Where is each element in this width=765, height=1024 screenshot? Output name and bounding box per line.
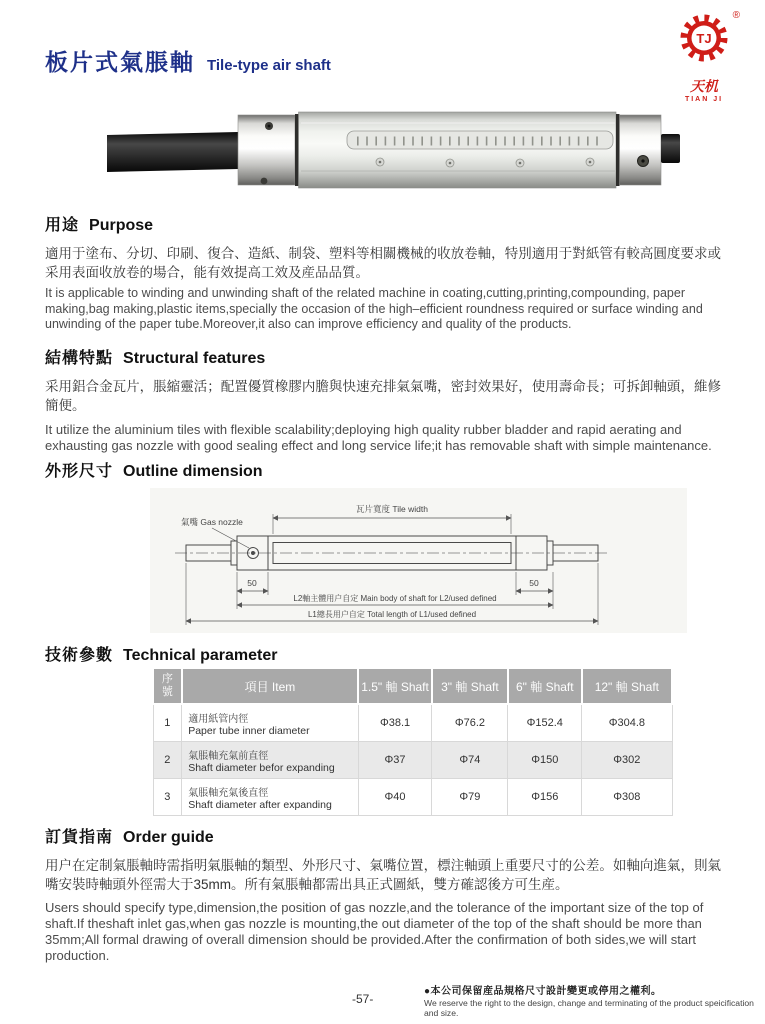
outline-heading-en: Outline dimension bbox=[123, 463, 263, 480]
col-shaft-3: 3" 軸 Shaft bbox=[432, 668, 508, 704]
product-photo bbox=[85, 101, 700, 196]
section-parameters bbox=[45, 642, 721, 665]
row-item: 氣脹軸充氣後直徑 Shaft diameter after expanding bbox=[182, 779, 358, 816]
value-cell: Φ150 bbox=[508, 742, 582, 779]
footer-note-en: We reserve the right to the design, change and terminating of the product speicification and size. bbox=[424, 998, 754, 1018]
col-item: 項目 Item bbox=[182, 668, 358, 704]
brand-logo bbox=[666, 12, 742, 103]
label-50-right: 50 bbox=[529, 578, 539, 588]
value-cell: Φ76.2 bbox=[432, 704, 508, 742]
footer-note bbox=[424, 982, 754, 1018]
value-cell: Φ37 bbox=[358, 742, 432, 779]
end-nub bbox=[661, 134, 680, 163]
value-cell: Φ308 bbox=[582, 779, 672, 816]
page-title-en: Tile-type air shaft bbox=[207, 57, 331, 74]
value-cell: Φ38.1 bbox=[358, 704, 432, 742]
logo-name-en: TIAN JI bbox=[684, 96, 724, 103]
air-shaft-photo bbox=[85, 101, 700, 196]
row-no: 3 bbox=[153, 779, 182, 816]
outline-drawing bbox=[150, 488, 687, 633]
section-order bbox=[45, 824, 721, 964]
parameter-table bbox=[152, 667, 673, 816]
col-shaft-6: 6" 軸 Shaft bbox=[508, 668, 582, 704]
section-purpose bbox=[45, 212, 721, 332]
table-row bbox=[153, 704, 672, 742]
features-body-en: It utilize the aluminium tiles with flexible scalability;deploying high quality rubber bladder and rapid aerating and exhausting gas nozzle with good sealing effect and long service life;it has removable shaft with simple maintenance. bbox=[45, 422, 712, 454]
logo-name-cn: 天机 bbox=[690, 79, 718, 95]
order-body-en: Users should specify type,dimension,the position of gas nozzle,and the tolerance of the important size of the top of shaft.If theshaft inlet gas,when gas nozzle is mounting,the out diameter of the top of the shaft should be more than 35mm;All formal drawing of overall dimension should be provided.After the confirmation of both sides,we will start production. bbox=[45, 900, 704, 963]
value-cell: Φ302 bbox=[582, 742, 672, 779]
parameters-heading-en: Technical parameter bbox=[123, 647, 278, 664]
tile-keyway bbox=[347, 131, 613, 149]
outline-drawing-panel bbox=[150, 488, 687, 633]
shaft-journal-left bbox=[107, 132, 238, 172]
label-tile-width: 瓦片寬度 Tile width bbox=[356, 504, 428, 514]
order-body-cn: 用户在定制氣脹軸時需指明氣脹軸的類型、外形尺寸、氣嘴位置，標注軸頭上重要尺寸的公差。如軸向進氣，則氣嘴安裝時軸頭外徑需大于35mm。所有氣脹軸都需出具正式圖紙，雙方確認後方可生産。 bbox=[45, 858, 721, 893]
features-body-cn: 采用鋁合金瓦片，脹縮靈活；配置優質橡膠内膽與快速充排氣氣嘴，密封效果好，使用壽命長；可拆卸軸頭，維修簡便。 bbox=[45, 379, 721, 414]
value-cell: Φ156 bbox=[508, 779, 582, 816]
value-cell: Φ152.4 bbox=[508, 704, 582, 742]
table-row bbox=[153, 742, 672, 779]
section-outline bbox=[45, 458, 721, 481]
col-shaft-12: 12" 軸 Shaft bbox=[582, 668, 672, 704]
parameters-heading bbox=[45, 642, 721, 665]
table-row bbox=[153, 779, 672, 816]
parameters-heading-cn: 技術參數 bbox=[45, 647, 114, 664]
label-l1: L1總長用户自定 Total length of L1/used defined bbox=[307, 610, 477, 619]
value-cell: Φ79 bbox=[432, 779, 508, 816]
collar-right bbox=[620, 115, 662, 185]
row-item: 適用紙管内徑 Paper tube inner diameter bbox=[182, 704, 358, 742]
page-title bbox=[45, 44, 331, 77]
page-number: -57- bbox=[352, 992, 374, 1006]
purpose-body-cn: 適用于塗布、分切、印刷、復合、造紙、制袋、塑料等相關機械的收放卷軸，特別適用于對紙管有較高圓度要求或采用表面收放卷的場合，能有效提高工效及産品品質。 bbox=[45, 246, 721, 281]
value-cell: Φ304.8 bbox=[582, 704, 672, 742]
logo-monogram: TJ bbox=[696, 31, 712, 46]
registered-mark: ® bbox=[732, 10, 740, 21]
features-heading-en: Structural features bbox=[123, 350, 266, 367]
features-heading-cn: 結構特點 bbox=[45, 350, 114, 367]
purpose-heading bbox=[45, 212, 721, 235]
purpose-heading-cn: 用途 bbox=[45, 217, 80, 234]
col-shaft-1-5: 1.5" 軸 Shaft bbox=[358, 668, 432, 704]
row-no: 1 bbox=[153, 704, 182, 742]
features-heading bbox=[45, 345, 721, 368]
label-gas-nozzle: 氣嘴 Gas nozzle bbox=[181, 517, 243, 527]
gear-logo-icon bbox=[673, 12, 735, 70]
order-heading bbox=[45, 824, 721, 847]
outline-heading bbox=[45, 458, 721, 481]
row-no: 2 bbox=[153, 742, 182, 779]
section-features bbox=[45, 345, 721, 454]
order-heading-en: Order guide bbox=[123, 829, 214, 846]
purpose-body-en: It is applicable to winding and unwinding shaft of the related machine in coating,cutting,printing,compounding, paper making,bag making,plastic items,specially the occasion of the high–efficient roundness required or surface winding and unwinding of the paper tube.Moreover,it also can improve efficiency and quality of the products. bbox=[45, 286, 703, 331]
row-item: 氣脹軸充氣前直徑 Shaft diameter befor expanding bbox=[182, 742, 358, 779]
label-l2: L2軸主體用户自定 Main body of shaft for L2/used defined bbox=[293, 594, 497, 603]
label-50-left: 50 bbox=[247, 578, 257, 588]
col-seq: 序號 bbox=[153, 668, 182, 704]
outline-heading-cn: 外形尺寸 bbox=[45, 463, 114, 480]
purpose-heading-en: Purpose bbox=[89, 217, 154, 234]
page-title-cn: 板片式氣脹軸 bbox=[45, 49, 195, 75]
table-header-row bbox=[153, 668, 672, 704]
value-cell: Φ40 bbox=[358, 779, 432, 816]
order-heading-cn: 訂貨指南 bbox=[45, 829, 114, 846]
footer-note-cn: ●本公司保留産品規格尺寸設計變更或停用之權利。 bbox=[424, 986, 662, 997]
value-cell: Φ74 bbox=[432, 742, 508, 779]
